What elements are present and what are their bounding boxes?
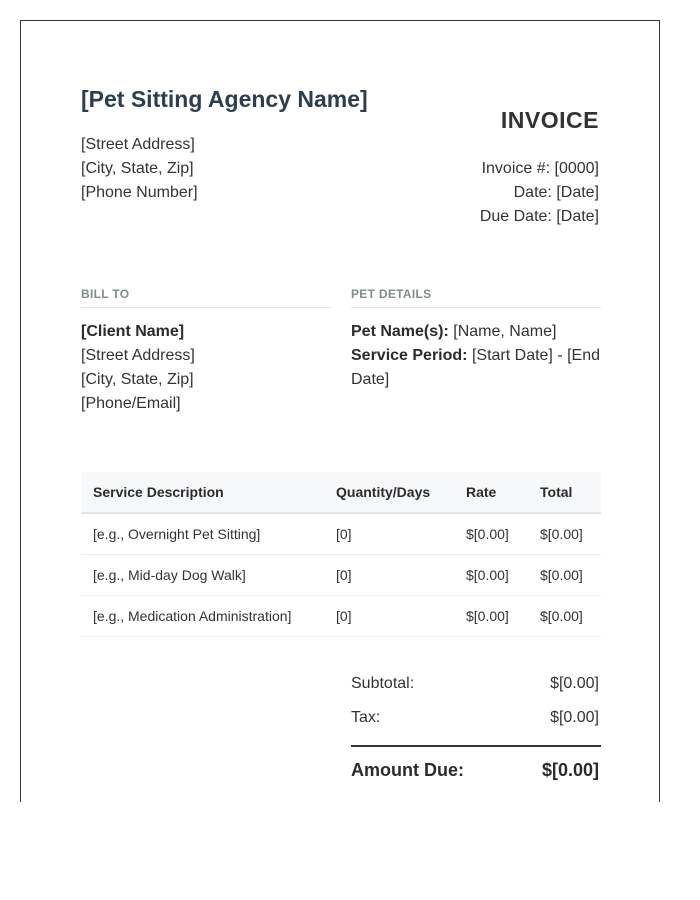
client-contact: [Phone/Email] xyxy=(81,395,181,412)
cell-rate: $[0.00] xyxy=(454,595,528,636)
invoice-date-label: Date: xyxy=(513,184,552,201)
invoice-date xyxy=(514,184,599,202)
pet-names-label: Pet Name(s): xyxy=(351,323,449,340)
header-rate: Rate xyxy=(454,472,528,513)
table-row xyxy=(81,554,601,595)
table-header-row xyxy=(81,472,601,513)
pet-names xyxy=(351,320,603,344)
subtotal-label: Subtotal: xyxy=(351,675,415,692)
bill-to-heading: BILL TO xyxy=(81,287,331,308)
client-city: [City, State, Zip] xyxy=(81,371,194,388)
invoice-number-value: [0000] xyxy=(554,160,599,177)
cell-description: [e.g., Mid-day Dog Walk] xyxy=(81,554,324,595)
invoice-due-label: Due Date: xyxy=(479,208,552,225)
table-row xyxy=(81,595,601,636)
table-row xyxy=(81,513,601,554)
agency-street: [Street Address] xyxy=(81,136,195,153)
cell-quantity: [0] xyxy=(324,513,454,554)
invoice-title: INVOICE xyxy=(500,107,599,133)
header-total: Total xyxy=(528,472,601,513)
amount-due-divider xyxy=(351,745,601,747)
pet-names-value: [Name, Name] xyxy=(453,323,557,340)
cell-total: $[0.00] xyxy=(528,595,601,636)
cell-rate: $[0.00] xyxy=(454,513,528,554)
amount-due-value: $[0.00] xyxy=(541,760,599,780)
cell-total: $[0.00] xyxy=(528,513,601,554)
service-period-value: [Start Date] - [End Date] xyxy=(351,347,601,388)
agency-city: [City, State, Zip] xyxy=(81,160,194,177)
subtotal-value: $[0.00] xyxy=(550,675,599,692)
invoice-date-value: [Date] xyxy=(556,184,599,201)
header-quantity-days: Quantity/Days xyxy=(324,472,454,513)
cell-quantity: [0] xyxy=(324,554,454,595)
invoice-number-label: Invoice #: xyxy=(481,160,551,177)
invoice-due-date xyxy=(480,208,599,226)
cell-total: $[0.00] xyxy=(528,554,601,595)
agency-name: [Pet Sitting Agency Name] xyxy=(81,86,368,112)
tax-value: $[0.00] xyxy=(550,709,599,726)
client-street: [Street Address] xyxy=(81,347,195,364)
header-service-description: Service Description xyxy=(81,472,324,513)
amount-due-label: Amount Due: xyxy=(351,760,464,780)
pet-details-heading: PET DETAILS xyxy=(351,287,601,308)
cell-description: [e.g., Overnight Pet Sitting] xyxy=(81,513,324,554)
invoice-due-value: [Date] xyxy=(556,208,599,225)
invoice-page xyxy=(20,20,660,802)
services-table xyxy=(81,472,601,637)
client-name: [Client Name] xyxy=(81,323,185,340)
service-period xyxy=(351,344,603,392)
invoice-number xyxy=(482,160,599,178)
agency-phone: [Phone Number] xyxy=(81,184,198,201)
service-period-label: Service Period: xyxy=(351,347,468,364)
tax-label: Tax: xyxy=(351,709,381,726)
cell-description: [e.g., Medication Administration] xyxy=(81,595,324,636)
cell-rate: $[0.00] xyxy=(454,554,528,595)
cell-quantity: [0] xyxy=(324,595,454,636)
